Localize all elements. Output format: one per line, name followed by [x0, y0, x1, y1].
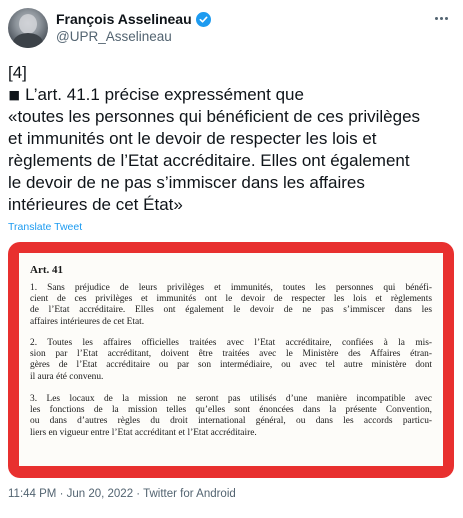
translate-tweet-link[interactable]: Translate Tweet [8, 221, 83, 233]
article-title: Art. 41 [30, 264, 63, 276]
paragraph-line: affaires intérieures de cet Etat. [30, 316, 145, 327]
tweet-line: ◾ L’art. 41.1 précise expressément que [8, 85, 304, 104]
paragraph-line: gères de l’Etat accréditaire ou par son intermédiaire, ou avec tel autre ministère dont [30, 360, 432, 371]
author-name-row [56, 10, 211, 28]
tweet-text [8, 62, 456, 216]
tweet-timestamp[interactable]: 11:44 PM · Jun 20, 2022 · Twitter for Android [8, 488, 236, 500]
tweet-image[interactable] [8, 242, 454, 478]
author-handle[interactable]: @UPR_Asselineau [56, 29, 172, 44]
paragraph-line: les fonctions de la mission telles qu’elles sont énoncées dans la présente Convention, [30, 405, 432, 416]
paragraph-line: sion par l’Etat accréditant, doivent être traitées avec le Ministère des Affaires étran- [30, 349, 432, 360]
paragraph-line: ou dans d’autres règles du droit international général, ou dans les accords particu- [30, 416, 432, 427]
paragraph-line: de l’Etat accréditaire. Elles ont également le devoir de ne pas s’immiscer dans les [30, 305, 432, 316]
tweet-line: «toutes les personnes qui bénéficient de ces privilèges [8, 107, 421, 126]
paragraph-line: 2. Toutes les affaires officielles traitées avec l’Etat accréditaire, confiées à la mis- [30, 338, 432, 348]
tweet-line: intérieures de cet État» [8, 195, 183, 214]
author-name[interactable]: François Asselineau [56, 11, 192, 27]
paragraph-line: 1. Sans préjudice de leurs privilèges et immunités, toutes les personnes qui bénéfi- [30, 283, 432, 293]
paragraph-line: liers en vigueur entre l’Etat accréditant et l’Etat accréditaire. [30, 427, 257, 438]
document-scan [19, 253, 443, 466]
tweet-line: et immunités ont le devoir de respecter les lois et [8, 129, 377, 148]
more-options-icon[interactable] [429, 8, 453, 28]
article-paragraph-1 [30, 283, 432, 328]
article-paragraph-2 [30, 338, 432, 383]
paragraph-line: cient de ces privilèges et immunités ont le devoir de respecter les lois et règlements [30, 294, 432, 305]
paragraph-line: 3. Les locaux de la mission ne seront pas utilisés d’une manière incompatible avec [30, 394, 432, 404]
tweet-line: le devoir de ne pas s’immiscer dans les affaires [8, 173, 365, 192]
avatar[interactable] [8, 8, 48, 48]
paragraph-line: il aura été convenu. [30, 371, 104, 382]
verified-badge-icon [196, 12, 211, 27]
article-paragraph-3 [30, 394, 432, 439]
tweet-line: [4] [8, 63, 27, 82]
tweet-line: règlements de l’Etat accréditaire. Elles ont également [8, 151, 410, 170]
